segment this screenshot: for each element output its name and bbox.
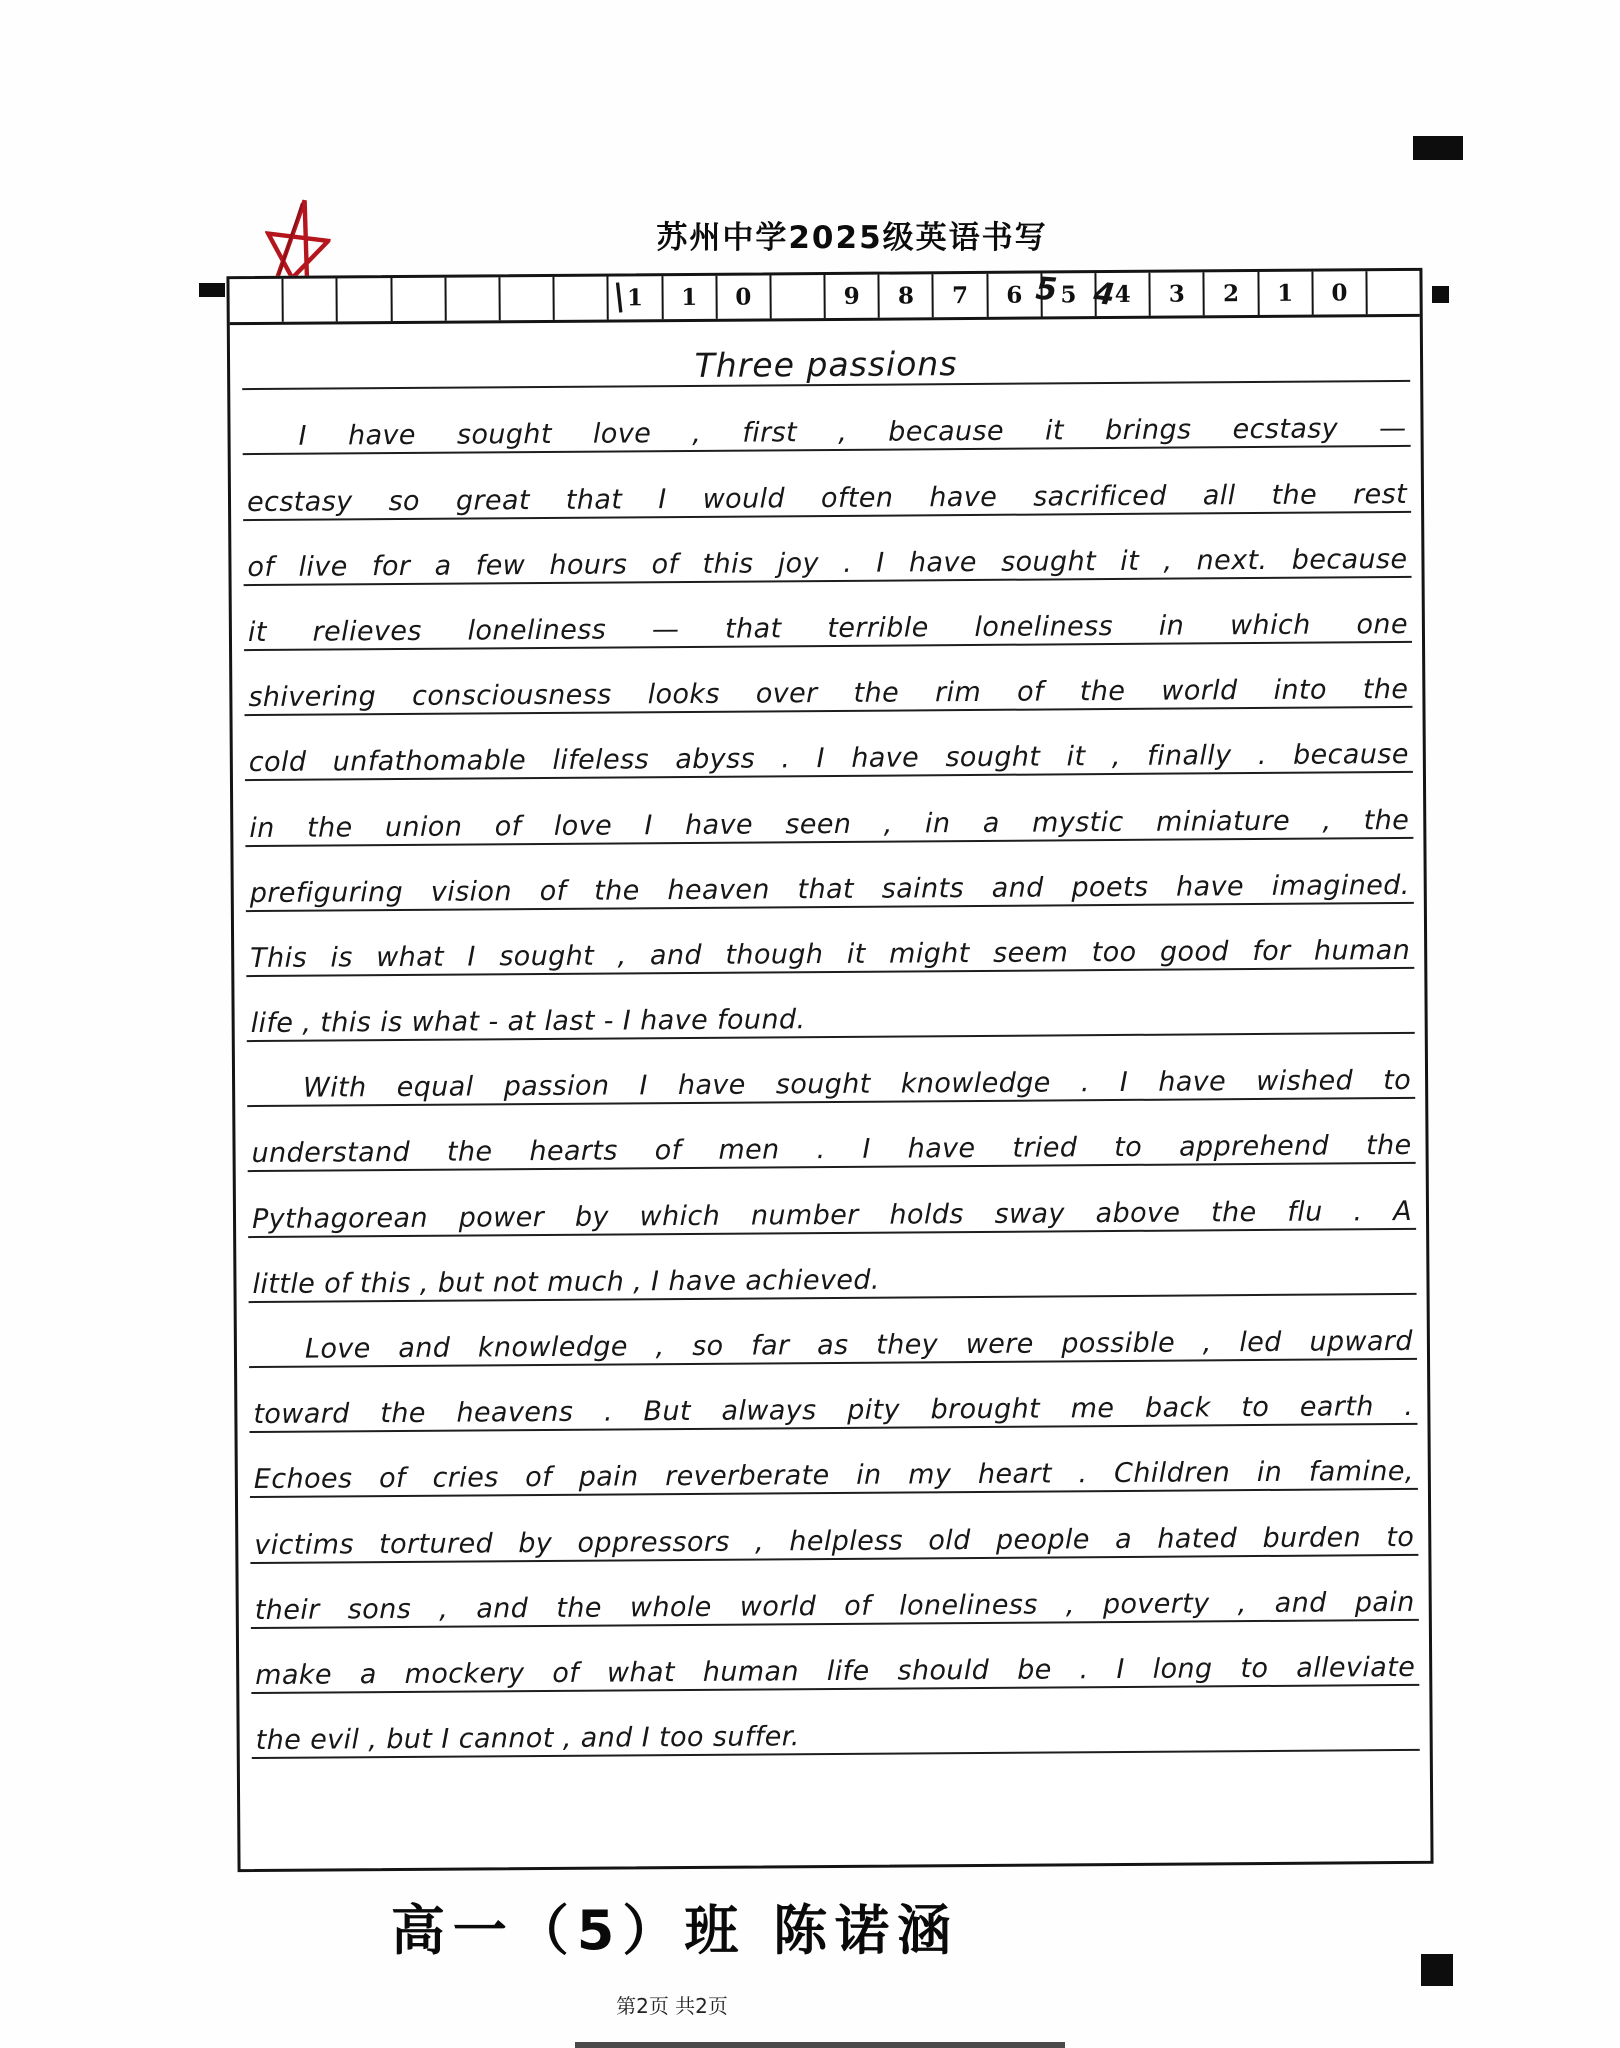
essay-line — [243, 512, 1411, 585]
essay-line-text: the evil , but I cannot , and I too suffer. — [255, 1721, 800, 1757]
score-cell: 9 — [826, 275, 880, 318]
essay-line-text: understand the hearts of men . I have tried to apprehend the — [251, 1130, 1412, 1170]
essay-line — [242, 382, 1410, 455]
score-cell — [392, 278, 446, 321]
essay-line-text: I have sought love , first , because it brings ecstasy — — [298, 413, 1407, 453]
essay-line — [244, 643, 1412, 716]
score-cell: 1 — [1259, 272, 1313, 315]
score-cell — [446, 277, 500, 320]
essay-line-text: prefiguring vision of the heaven that saints and poets have imagined. — [249, 869, 1410, 909]
essay-line-text: of live for a few hours of this joy . I have sought it , next. because — [247, 543, 1408, 583]
essay-line — [247, 1099, 1415, 1172]
essay-line-text: With equal passion I have sought knowledge . I have wished to — [303, 1065, 1412, 1104]
essay-line — [244, 578, 1412, 651]
score-cell: 8 — [880, 274, 934, 317]
essay-line — [245, 773, 1413, 846]
page-title: 苏州中学2025级英语书写 — [656, 220, 1048, 256]
essay-line-text: Echoes of cries of pain reverberate in my heart . Children in famine, — [253, 1456, 1414, 1496]
score-cell: 1 — [609, 276, 663, 319]
essay-line-text: their sons , and the whole world of loneliness , poverty , and pain — [254, 1586, 1415, 1626]
essay-line — [248, 1230, 1416, 1303]
essay-line-text: it relieves loneliness — that terrible loneliness in which one — [247, 608, 1409, 648]
score-cell: 2 — [1205, 272, 1259, 315]
essay-line — [249, 1360, 1417, 1433]
essay-line — [245, 708, 1413, 781]
student-class-name: 高一（5）班 陈诺涵 — [390, 1899, 960, 1962]
essay-line-text: Pythagorean power by which number holds sway above the flu . A — [251, 1195, 1413, 1235]
score-cell — [1367, 271, 1419, 314]
score-cell: 0 — [1313, 271, 1367, 314]
essay-line — [249, 1295, 1417, 1368]
score-cell — [338, 278, 392, 321]
handwritten-score-mark: 4 — [1091, 275, 1117, 314]
score-row — [229, 271, 1419, 325]
essay-line-text: toward the heavens . But always pity brought me back to earth . — [253, 1391, 1414, 1431]
essay-line-text: This is what I sought , and though it might seem too good for human — [250, 934, 1411, 974]
registration-mark-left — [199, 283, 225, 297]
registration-mark-right — [1432, 286, 1449, 303]
score-cell — [229, 279, 283, 322]
handwritten-score-mark: | — [611, 277, 627, 314]
essay-line-text: life , this is what - at last - I have found. — [250, 1004, 806, 1040]
handwritten-score-mark: 5 — [1034, 270, 1059, 309]
essay-line — [247, 1034, 1415, 1107]
essay-line-text: Three passions — [694, 344, 958, 386]
essay-line — [250, 1425, 1418, 1498]
essay-line — [251, 1621, 1419, 1694]
score-cell — [284, 278, 338, 321]
essay-line-text: shivering consciousness looks over the rim of the world into the — [248, 674, 1409, 714]
score-cell: 0 — [717, 275, 771, 318]
score-cell — [771, 275, 825, 318]
score-cell: 7 — [934, 274, 988, 317]
registration-mark-top-right — [1413, 136, 1463, 160]
answer-sheet — [226, 268, 1433, 1872]
essay-line — [250, 1490, 1418, 1563]
essay-line-text: victims tortured by oppressors , helpless old people a hated burden to — [254, 1521, 1415, 1561]
page-number: 第2页 共2页 — [616, 1994, 728, 2018]
score-cell: 1 — [663, 276, 717, 319]
essay-line — [250, 1555, 1418, 1628]
essay-line — [245, 838, 1413, 911]
essay-lines — [230, 317, 1430, 1759]
essay-line-text: in the union of love I have seen , in a mystic miniature , the — [249, 804, 1410, 844]
essay-line — [251, 1686, 1419, 1759]
essay-line-text: make a mockery of what human life should be . I long to alleviate — [255, 1651, 1416, 1691]
essay-line — [246, 969, 1414, 1042]
essay-line — [243, 447, 1411, 520]
score-cell: 5 — [1042, 273, 1096, 316]
essay-line — [248, 1164, 1416, 1237]
essay-line-text: little of this , but not much , I have achieved. — [252, 1264, 880, 1300]
score-cell — [500, 277, 554, 320]
score-cell: 6 — [988, 273, 1042, 316]
essay-line-text: ecstasy so great that I would often have sacrificed all the rest — [246, 478, 1408, 518]
score-cell — [555, 277, 609, 320]
essay-line — [242, 317, 1410, 390]
scanner-edge-artifact — [575, 2042, 1065, 2048]
essay-line-text: cold unfathomable lifeless abyss . I have sought it , finally . because — [248, 739, 1409, 779]
score-cell: 3 — [1151, 272, 1205, 315]
essay-line — [246, 904, 1414, 977]
score-cell: 4 — [1096, 273, 1150, 316]
essay-line-text: Love and knowledge , so far as they were possible , led upward — [304, 1325, 1414, 1365]
